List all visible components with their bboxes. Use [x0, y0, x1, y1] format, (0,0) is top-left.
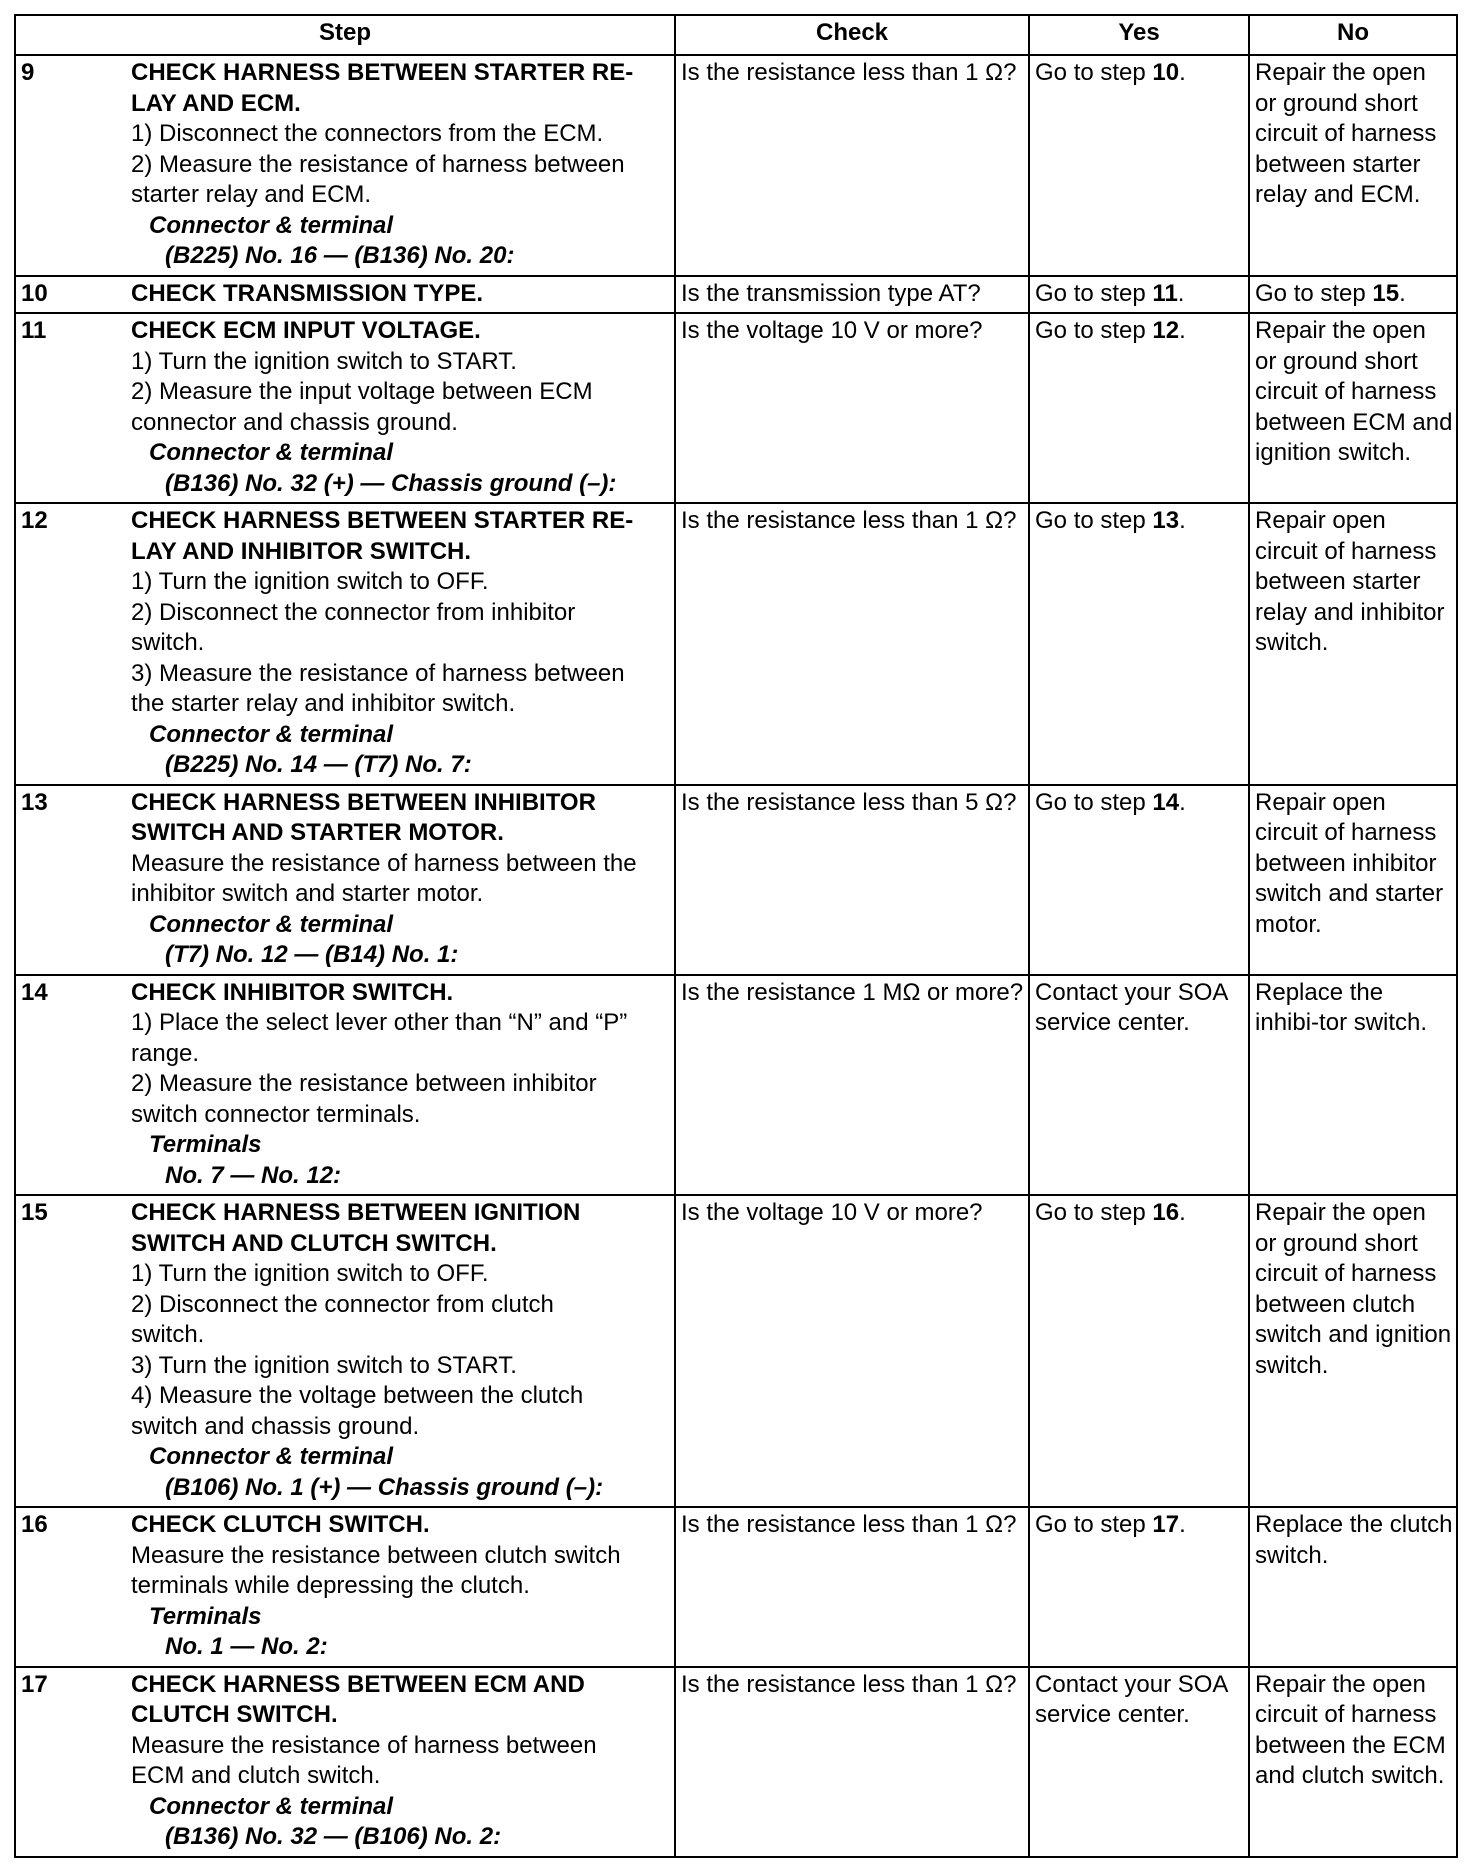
- connector-value: (B225) No. 16 — (B136) No. 20:: [165, 242, 515, 269]
- step-instruction: 2) Measure the resistance between inhibitor: [131, 1070, 597, 1097]
- yes-step-link: 11: [1152, 279, 1178, 307]
- step-instruction: Measure the resistance of harness between: [131, 1731, 597, 1759]
- step-instruction: 1) Place the select lever other than “N” and “P”: [131, 1009, 628, 1036]
- yes-cell: [1029, 1507, 1249, 1667]
- header-step: Step: [15, 15, 675, 55]
- table-row: [15, 1195, 1457, 1507]
- step-title: LAY AND ECM.: [131, 89, 301, 117]
- connector-label: Connector & terminal: [149, 1443, 394, 1470]
- yes-cell: [1029, 503, 1249, 785]
- step-instruction: 1) Turn the ignition switch to START.: [131, 347, 517, 375]
- connector-label: Terminals: [149, 1602, 262, 1630]
- step-title: CHECK HARNESS BETWEEN ECM AND: [131, 1670, 585, 1698]
- step-instruction: starter relay and ECM.: [131, 181, 372, 208]
- step-instruction: 1) Turn the ignition switch to OFF.: [131, 568, 489, 595]
- connector-value: (B136) No. 32 — (B106) No. 2:: [165, 1823, 502, 1850]
- check-cell: Is the resistance less than 1 Ω?: [675, 503, 1029, 785]
- step-instruction: terminals while depressing the clutch.: [131, 1572, 530, 1599]
- yes-text: Go to step: [1035, 788, 1153, 816]
- yes-period: .: [1179, 1199, 1186, 1226]
- table-row: [15, 503, 1457, 785]
- connector-value: (T7) No. 12 — (B14) No. 1:: [165, 941, 459, 968]
- step-cell: [129, 503, 675, 785]
- table-row: [15, 276, 1457, 314]
- table-row: [15, 55, 1457, 276]
- step-title: CHECK TRANSMISSION TYPE.: [131, 279, 484, 307]
- step-number: 13: [15, 785, 129, 975]
- yes-step-link: 17: [1152, 1511, 1180, 1538]
- no-cell: Repair open circuit of harness between inhibitor switch and starter motor.: [1249, 785, 1457, 975]
- step-number: 9: [15, 55, 129, 276]
- yes-text: Go to step: [1035, 279, 1153, 307]
- yes-period: .: [1179, 317, 1186, 344]
- step-cell: [129, 1507, 675, 1667]
- header-yes: Yes: [1029, 15, 1249, 55]
- connector-label: Connector & terminal: [149, 439, 394, 466]
- connector-label: Connector & terminal: [149, 1792, 394, 1820]
- step-title: CHECK HARNESS BETWEEN IGNITION: [131, 1199, 581, 1226]
- yes-cell: [1029, 55, 1249, 276]
- check-cell: Is the transmission type AT?: [675, 276, 1029, 314]
- step-cell: [129, 55, 675, 276]
- step-number: 14: [15, 975, 129, 1196]
- step-title: CHECK ECM INPUT VOLTAGE.: [131, 317, 481, 344]
- header-row: [15, 15, 1457, 55]
- connector-label: Connector & terminal: [149, 211, 394, 239]
- yes-text: Go to step: [1035, 1199, 1153, 1226]
- connector-value: No. 7 — No. 12:: [165, 1161, 342, 1189]
- step-instruction: inhibitor switch and starter motor.: [131, 880, 484, 907]
- step-title: CLUTCH SWITCH.: [131, 1701, 338, 1728]
- no-cell: Repair the open or ground short circuit of harness between ECM and ignition switch.: [1249, 313, 1457, 503]
- connector-value: No. 1 — No. 2:: [165, 1633, 328, 1660]
- no-cell: Repair the open or ground short circuit of harness between clutch switch and ignition switch.: [1249, 1195, 1457, 1507]
- connector-label: Terminals: [149, 1131, 262, 1158]
- step-instruction: 2) Measure the resistance of harness between: [131, 150, 625, 178]
- step-instruction: 4) Measure the voltage between the clutch: [131, 1382, 584, 1409]
- yes-step-link: 16: [1152, 1199, 1180, 1226]
- step-cell: [129, 313, 675, 503]
- check-cell: Is the resistance less than 5 Ω?: [675, 785, 1029, 975]
- connector-value: (B136) No. 32 (+) — Chassis ground (–):: [165, 469, 617, 497]
- step-instruction: 2) Disconnect the connector from inhibitor: [131, 598, 576, 626]
- step-instruction: Measure the resistance between clutch switch: [131, 1541, 621, 1569]
- step-instruction: 2) Measure the input voltage between ECM: [131, 378, 593, 405]
- step-title: CHECK CLUTCH SWITCH.: [131, 1511, 430, 1538]
- table-row: [15, 1667, 1457, 1857]
- step-instruction: switch.: [131, 629, 205, 656]
- step-number: 10: [15, 276, 129, 314]
- connector-label: Connector & terminal: [149, 910, 394, 938]
- yes-text: Go to step: [1035, 507, 1153, 534]
- yes-step-link: 14: [1152, 788, 1180, 816]
- connector-value: (B106) No. 1 (+) — Chassis ground (–):: [165, 1473, 604, 1501]
- table-row: [15, 1507, 1457, 1667]
- check-cell: Is the voltage 10 V or more?: [675, 313, 1029, 503]
- yes-cell: [1029, 313, 1249, 503]
- yes-cell: Contact your SOA service center.: [1029, 975, 1249, 1196]
- connector-value: (B225) No. 14 — (T7) No. 7:: [165, 751, 472, 778]
- table-body: [15, 55, 1457, 1857]
- yes-text: Go to step: [1035, 317, 1153, 344]
- step-instruction: Measure the resistance of harness between the: [131, 849, 637, 877]
- connector-label: Connector & terminal: [149, 720, 394, 748]
- step-instruction: switch.: [131, 1321, 205, 1348]
- yes-step-link: 12: [1152, 317, 1180, 344]
- step-title: LAY AND INHIBITOR SWITCH.: [131, 537, 472, 565]
- no-cell: Repair the open circuit of harness between the ECM and clutch switch.: [1249, 1667, 1457, 1857]
- yes-period: .: [1179, 1511, 1186, 1538]
- yes-step-link: 10: [1152, 59, 1180, 86]
- yes-period: .: [1177, 279, 1185, 307]
- step-cell: [129, 785, 675, 975]
- step-instruction: 1) Disconnect the connectors from the ECM.: [131, 120, 604, 147]
- step-cell: [129, 1667, 675, 1857]
- step-title: CHECK HARNESS BETWEEN INHIBITOR: [131, 788, 596, 816]
- step-instruction: range.: [131, 1039, 200, 1067]
- no-text: Go to step: [1255, 279, 1373, 307]
- step-instruction: ECM and clutch switch.: [131, 1762, 381, 1789]
- step-cell: [129, 975, 675, 1196]
- no-cell: Repair open circuit of harness between starter relay and inhibitor switch.: [1249, 503, 1457, 785]
- check-cell: Is the voltage 10 V or more?: [675, 1195, 1029, 1507]
- table-row: [15, 975, 1457, 1196]
- check-cell: Is the resistance less than 1 Ω?: [675, 1667, 1029, 1857]
- step-instruction: the starter relay and inhibitor switch.: [131, 690, 516, 717]
- header-no: No: [1249, 15, 1457, 55]
- yes-cell: Contact your SOA service center.: [1029, 1667, 1249, 1857]
- yes-cell: [1029, 276, 1249, 314]
- header-check: Check: [675, 15, 1029, 55]
- step-instruction: 1) Turn the ignition switch to OFF.: [131, 1260, 489, 1287]
- step-number: 11: [15, 313, 129, 503]
- step-instruction: switch and chassis ground.: [131, 1412, 420, 1440]
- check-cell: Is the resistance 1 MΩ or more?: [675, 975, 1029, 1196]
- no-cell: Repair the open or ground short circuit of harness between starter relay and ECM.: [1249, 55, 1457, 276]
- step-title: SWITCH AND CLUTCH SWITCH.: [131, 1229, 497, 1257]
- no-step-link: 15: [1372, 279, 1400, 307]
- step-title: CHECK HARNESS BETWEEN STARTER RE-: [131, 59, 634, 86]
- step-cell: [129, 1195, 675, 1507]
- step-instruction: 2) Disconnect the connector from clutch: [131, 1290, 554, 1318]
- step-title: SWITCH AND STARTER MOTOR.: [131, 819, 504, 846]
- step-title: CHECK HARNESS BETWEEN STARTER RE-: [131, 507, 634, 534]
- step-instruction: 3) Turn the ignition switch to START.: [131, 1351, 517, 1379]
- step-title: CHECK INHIBITOR SWITCH.: [131, 978, 454, 1006]
- yes-text: Go to step: [1035, 1511, 1153, 1538]
- yes-period: .: [1179, 59, 1186, 86]
- no-period: .: [1399, 279, 1406, 307]
- table-row: [15, 313, 1457, 503]
- step-instruction: 3) Measure the resistance of harness between: [131, 659, 625, 687]
- no-cell: Replace the clutch switch.: [1249, 1507, 1457, 1667]
- yes-step-link: 13: [1152, 507, 1180, 534]
- check-cell: Is the resistance less than 1 Ω?: [675, 55, 1029, 276]
- yes-text: Go to step: [1035, 59, 1153, 86]
- step-number: 15: [15, 1195, 129, 1507]
- step-number: 17: [15, 1667, 129, 1857]
- yes-cell: [1029, 1195, 1249, 1507]
- no-cell: [1249, 276, 1457, 314]
- step-cell: [129, 276, 675, 314]
- step-number: 12: [15, 503, 129, 785]
- check-cell: Is the resistance less than 1 Ω?: [675, 1507, 1029, 1667]
- step-number: 16: [15, 1507, 129, 1667]
- yes-cell: [1029, 785, 1249, 975]
- table-row: [15, 785, 1457, 975]
- step-instruction: switch connector terminals.: [131, 1100, 421, 1128]
- no-cell: Replace the inhibi-tor switch.: [1249, 975, 1457, 1196]
- yes-period: .: [1179, 788, 1186, 816]
- diagnostic-table: [14, 14, 1458, 1858]
- step-instruction: connector and chassis ground.: [131, 408, 458, 436]
- yes-period: .: [1179, 507, 1186, 534]
